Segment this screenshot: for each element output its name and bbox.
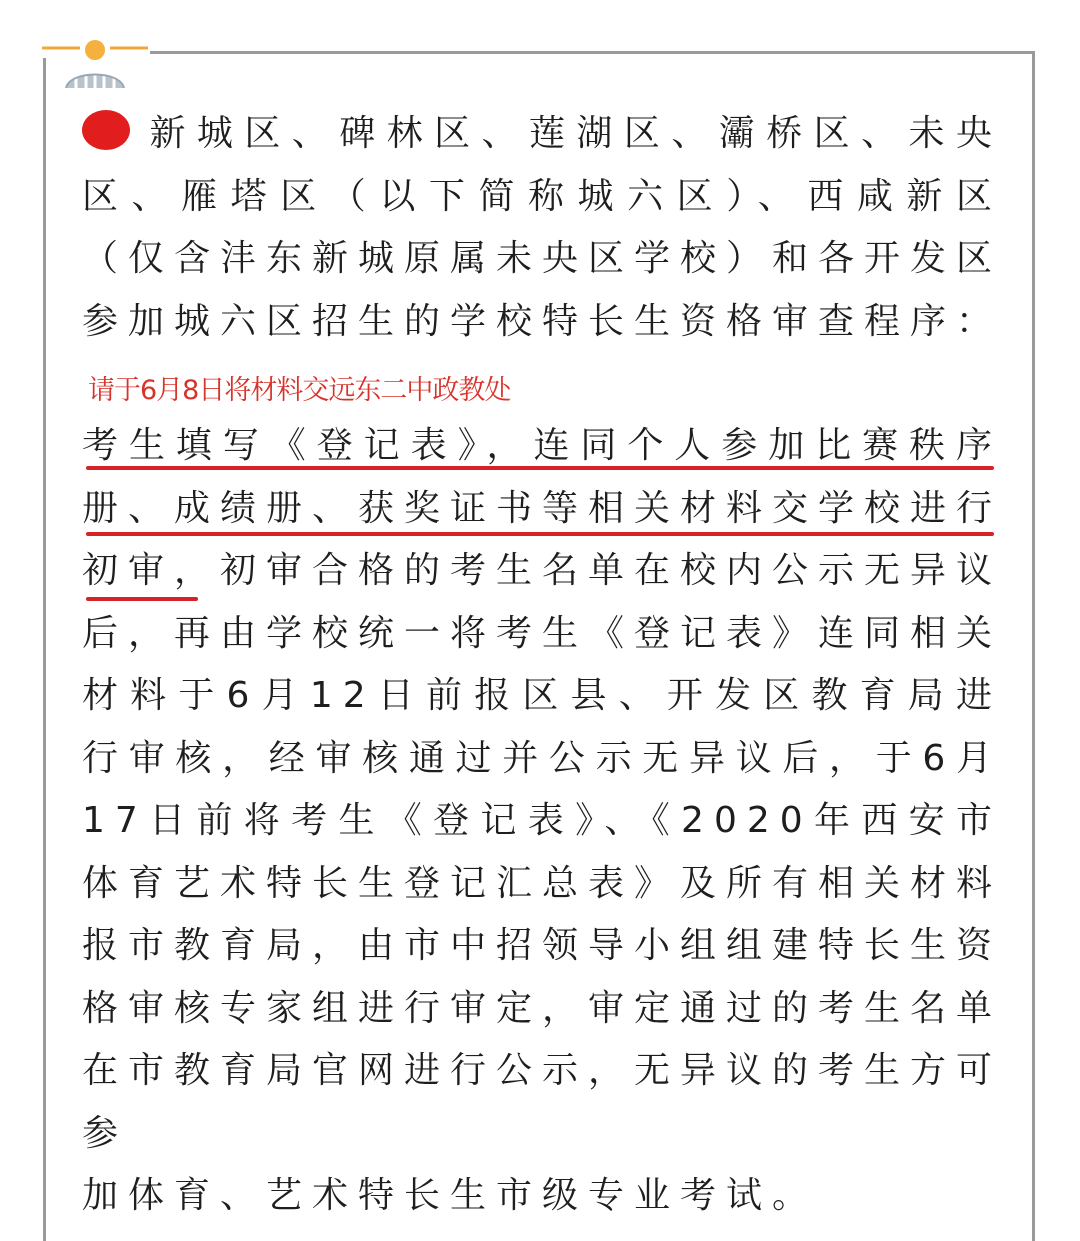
handwritten-note: 请于6月8日将材料交远东二中政教处 xyxy=(88,375,511,406)
paragraph-procedure xyxy=(82,415,1002,1228)
paragraph-line: 参加城六区招生的学校特长生资格审查程序： xyxy=(82,300,1003,342)
paragraph-scope xyxy=(82,103,1002,353)
underline-mark xyxy=(86,532,994,536)
paragraph-body: 考生填写《登记表》，连同个人参加比赛秩序册、成绩册、获奖证书等相关材料交学校进行初审，初审合格的考生名单在校内公示无异议后，再由学校统一将考生《登记表》连同相关材料于6月12日前报区县、开发区教育局进行审核，经审核通过并公示无异议后，于6月17日前将考生《登记表》、《2020年西安市体育艺术特长生登记汇总表》及所有相关材料报市教育局，由市中招领导小组组建特长生资格审核专家组进行审定，审定通过的考生名单在市教育局官网进行公示，无异议的考生方可参 xyxy=(82,425,1003,1154)
paragraph-line: 区、雁塔区（以下简称城六区）、西咸新区 xyxy=(82,175,1002,217)
paragraph-line: （仅含沣东新城原属未央区学校）和各开发区 xyxy=(82,238,1003,279)
paragraph-last-line: 加体育、艺术特长生市级专业考试。 xyxy=(82,1175,819,1216)
underline-mark xyxy=(86,466,994,470)
rising-sun-icon xyxy=(40,36,150,96)
underline-mark xyxy=(86,597,198,601)
red-dot-icon xyxy=(82,110,130,150)
paragraph-line: 新城区、碑林区、莲湖区、灞桥区、未央 xyxy=(148,113,1002,154)
